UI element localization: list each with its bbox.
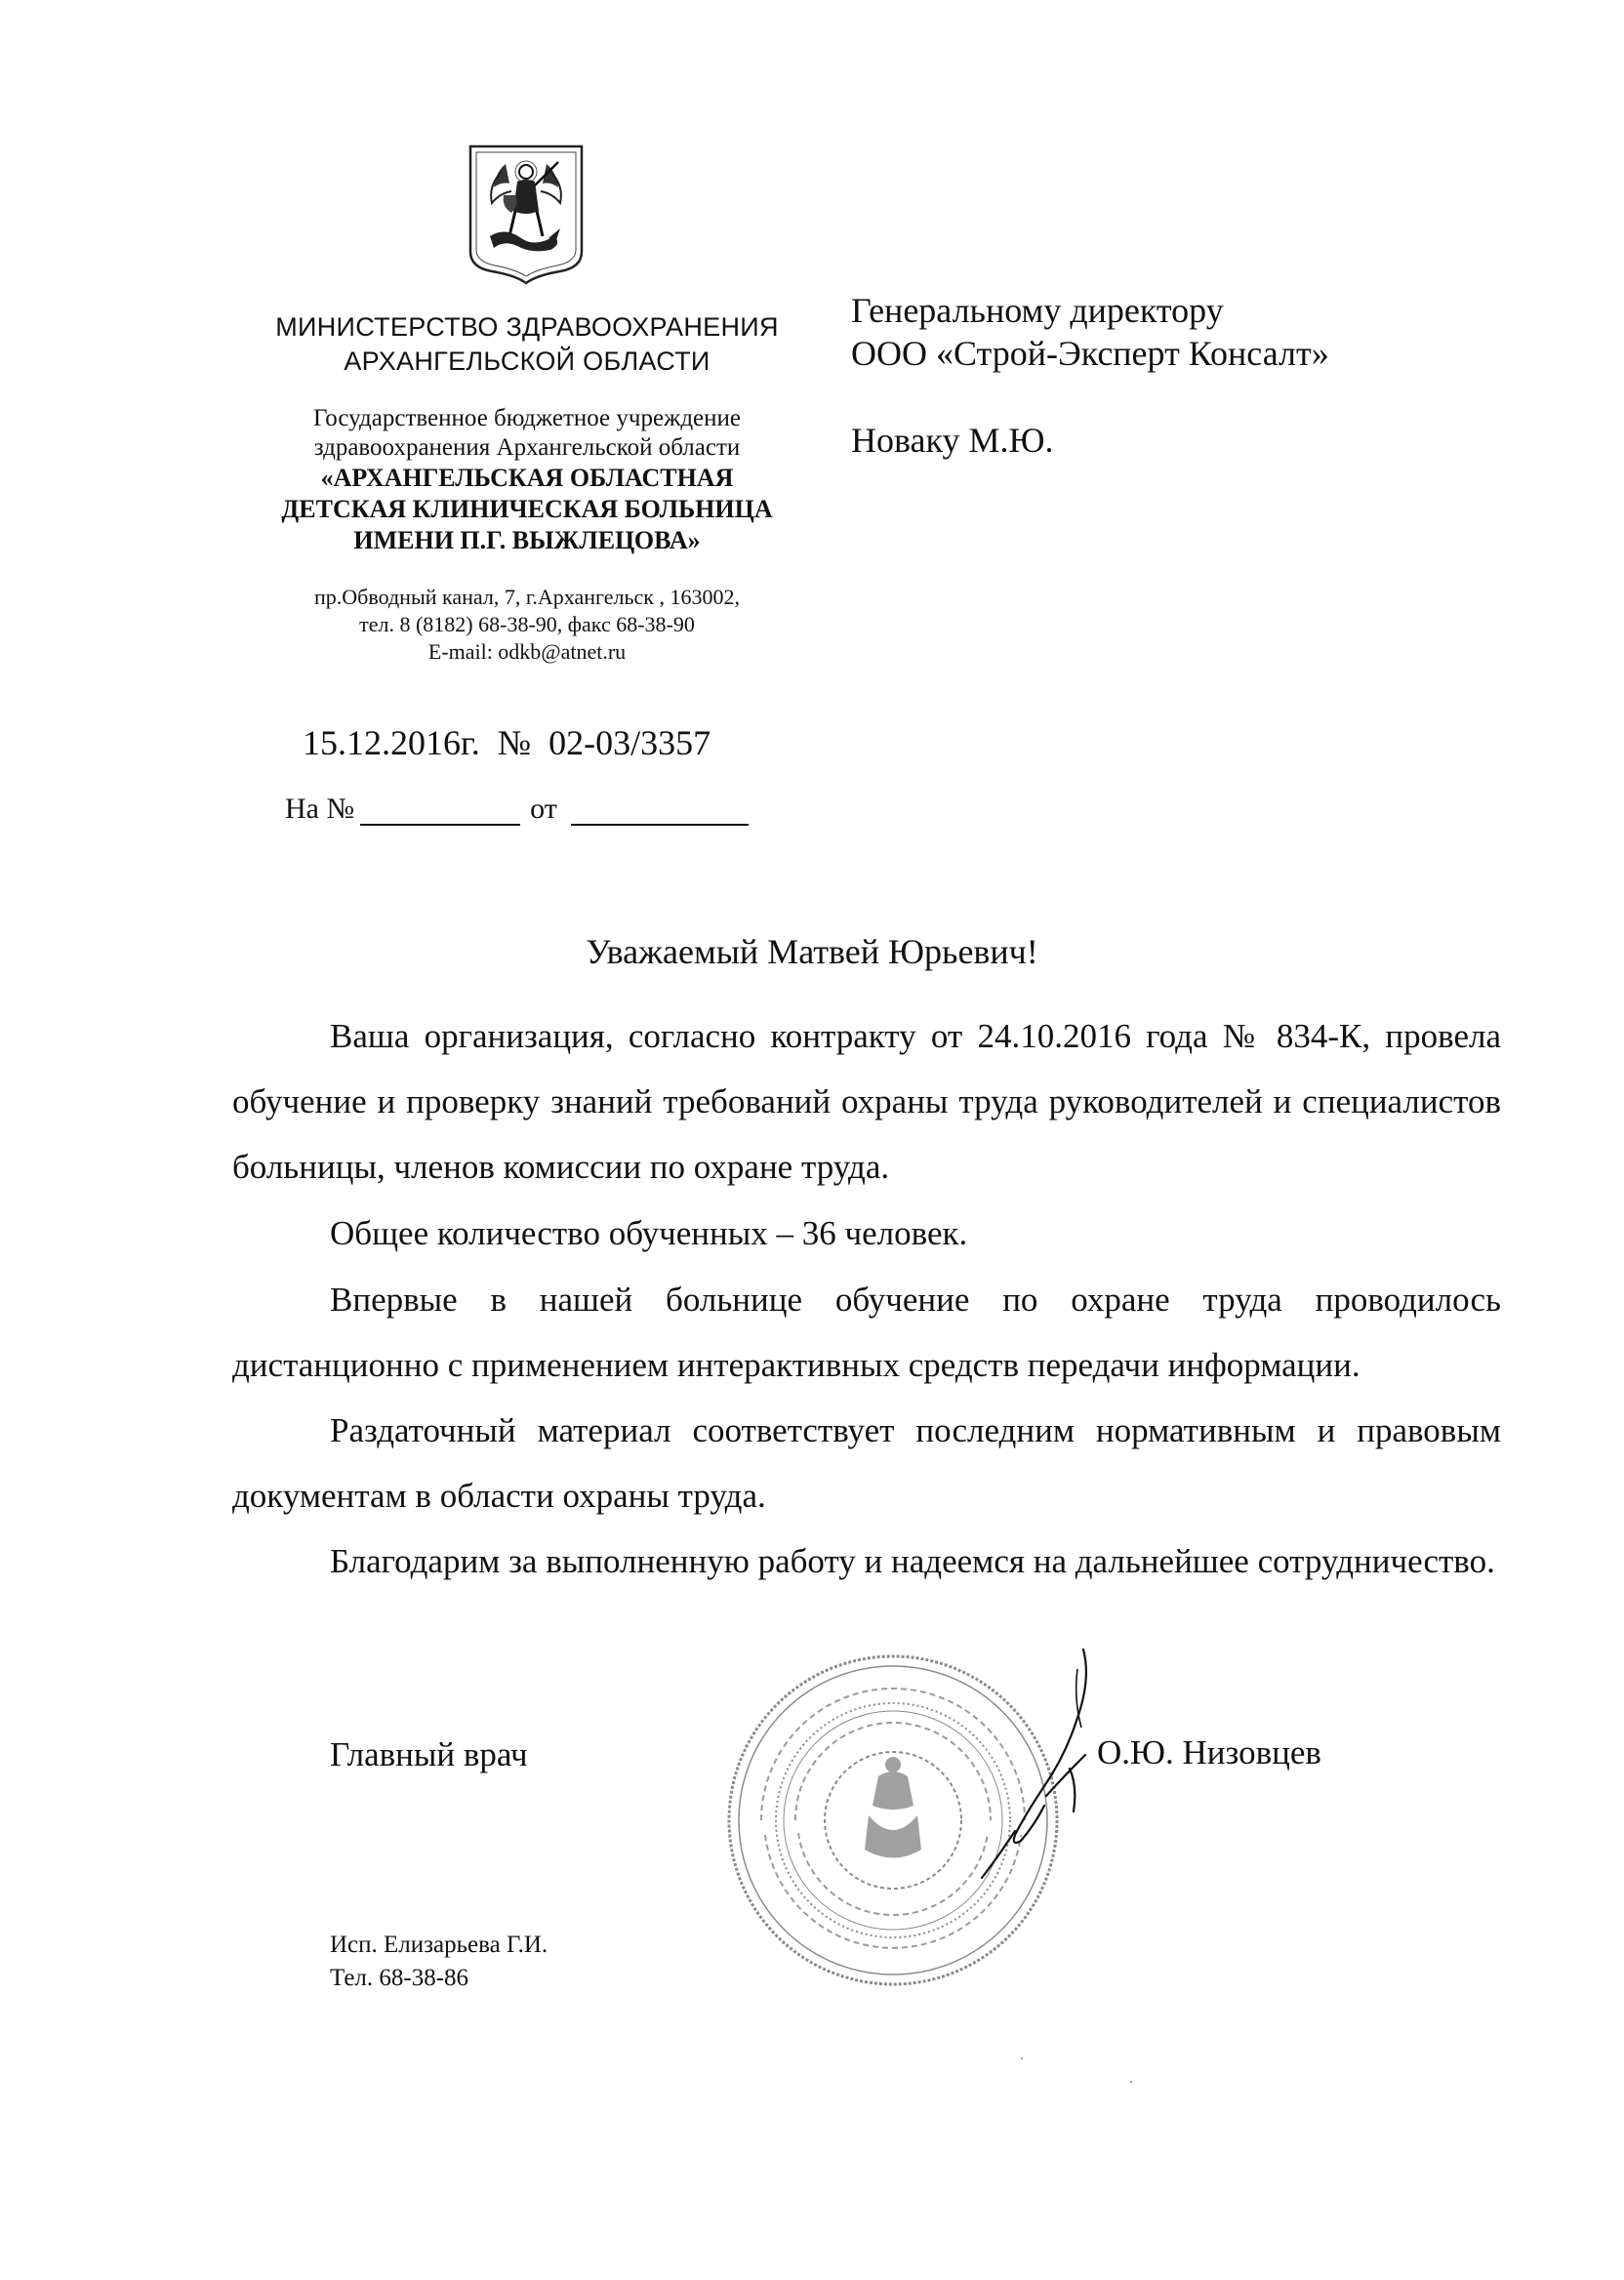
institution-title-line: ИМЕНИ П.Г. ВЫЖЛЕЦОВА» — [353, 526, 701, 554]
ministry-line: МИНИСТЕРСТВО ЗДРАВООХРАНЕНИЯ — [275, 312, 779, 342]
executor-name: Исп. Елизарьева Г.И. — [330, 1932, 548, 1958]
institution-title-line: ДЕТСКАЯ КЛИНИЧЕСКАЯ БОЛЬНИЦА — [281, 495, 773, 523]
reference-prefix: На № — [285, 793, 355, 825]
body-paragraph: Благодарим за выполненную работу и надеемся на дальнейшее сотрудничество. — [330, 1542, 1495, 1580]
ministry-name — [234, 310, 820, 379]
number-sign: № — [497, 723, 532, 762]
handwritten-signature — [976, 1640, 1113, 1884]
addressee-position: Генеральному директору — [851, 291, 1224, 330]
registration-line — [303, 722, 710, 763]
scan-speck — [1130, 2081, 1132, 2083]
scan-speck — [1021, 2057, 1023, 2059]
body-paragraph: Общее количество обученных – 36 человек. — [330, 1214, 968, 1252]
addressee-block — [851, 289, 1329, 375]
institution-address — [234, 584, 820, 666]
signatory-position: Главный врач — [330, 1735, 528, 1773]
coat-of-arms-emblem — [467, 142, 586, 285]
salutation: Уважаемый Матвей Юрьевич! — [586, 932, 1038, 971]
email-line: E-mail: odkb@atnet.ru — [427, 639, 627, 664]
body-paragraph: Впервые в нашей больнице обучение по охране труда проводилось дистанционно с применением интерактивных средств передачи информации. — [232, 1281, 1501, 1384]
reference-from: от — [530, 793, 557, 825]
addressee-name: Новаку М.Ю. — [851, 421, 1054, 460]
body-paragraph: Раздаточный материал соответствует последним нормативным и правовым документам в области охраны труда. — [232, 1411, 1501, 1515]
document-date: 15.12.2016г. — [303, 723, 480, 762]
body-paragraph: Ваша организация, согласно контракту от 24.10.2016 года № 834-К, провела обучение и проверку знаний требований охраны труда руководителей и специалистов больницы, членов комиссии по охране труда. — [232, 1017, 1501, 1186]
address-line: тел. 8 (8182) 68-38-90, факс 68-38-90 — [359, 612, 695, 636]
institution-line: Государственное бюджетное учреждение — [312, 405, 742, 431]
ministry-line: АРХАНГЕЛЬСКОЙ ОБЛАСТИ — [344, 346, 710, 376]
institution-line: здравоохранения Архангельской области — [313, 434, 741, 461]
address-line: пр.Обводный канал, 7, г.Архангельск , 163002, — [314, 585, 740, 609]
reference-number-blank — [360, 794, 520, 826]
reference-line — [285, 793, 749, 826]
reference-date-blank — [571, 794, 749, 826]
executor-phone: Тел. 68-38-86 — [330, 1965, 469, 1991]
document-number: 02-03/3357 — [548, 723, 711, 762]
signatory-name: О.Ю. Низовцев — [1097, 1733, 1321, 1771]
executor-info — [330, 1929, 548, 1995]
addressee-company: ООО «Строй-Эксперт Консалт» — [851, 334, 1329, 373]
institution-name — [234, 404, 820, 556]
institution-title-line: «АРХАНГЕЛЬСКАЯ ОБЛАСТНАЯ — [320, 464, 734, 492]
